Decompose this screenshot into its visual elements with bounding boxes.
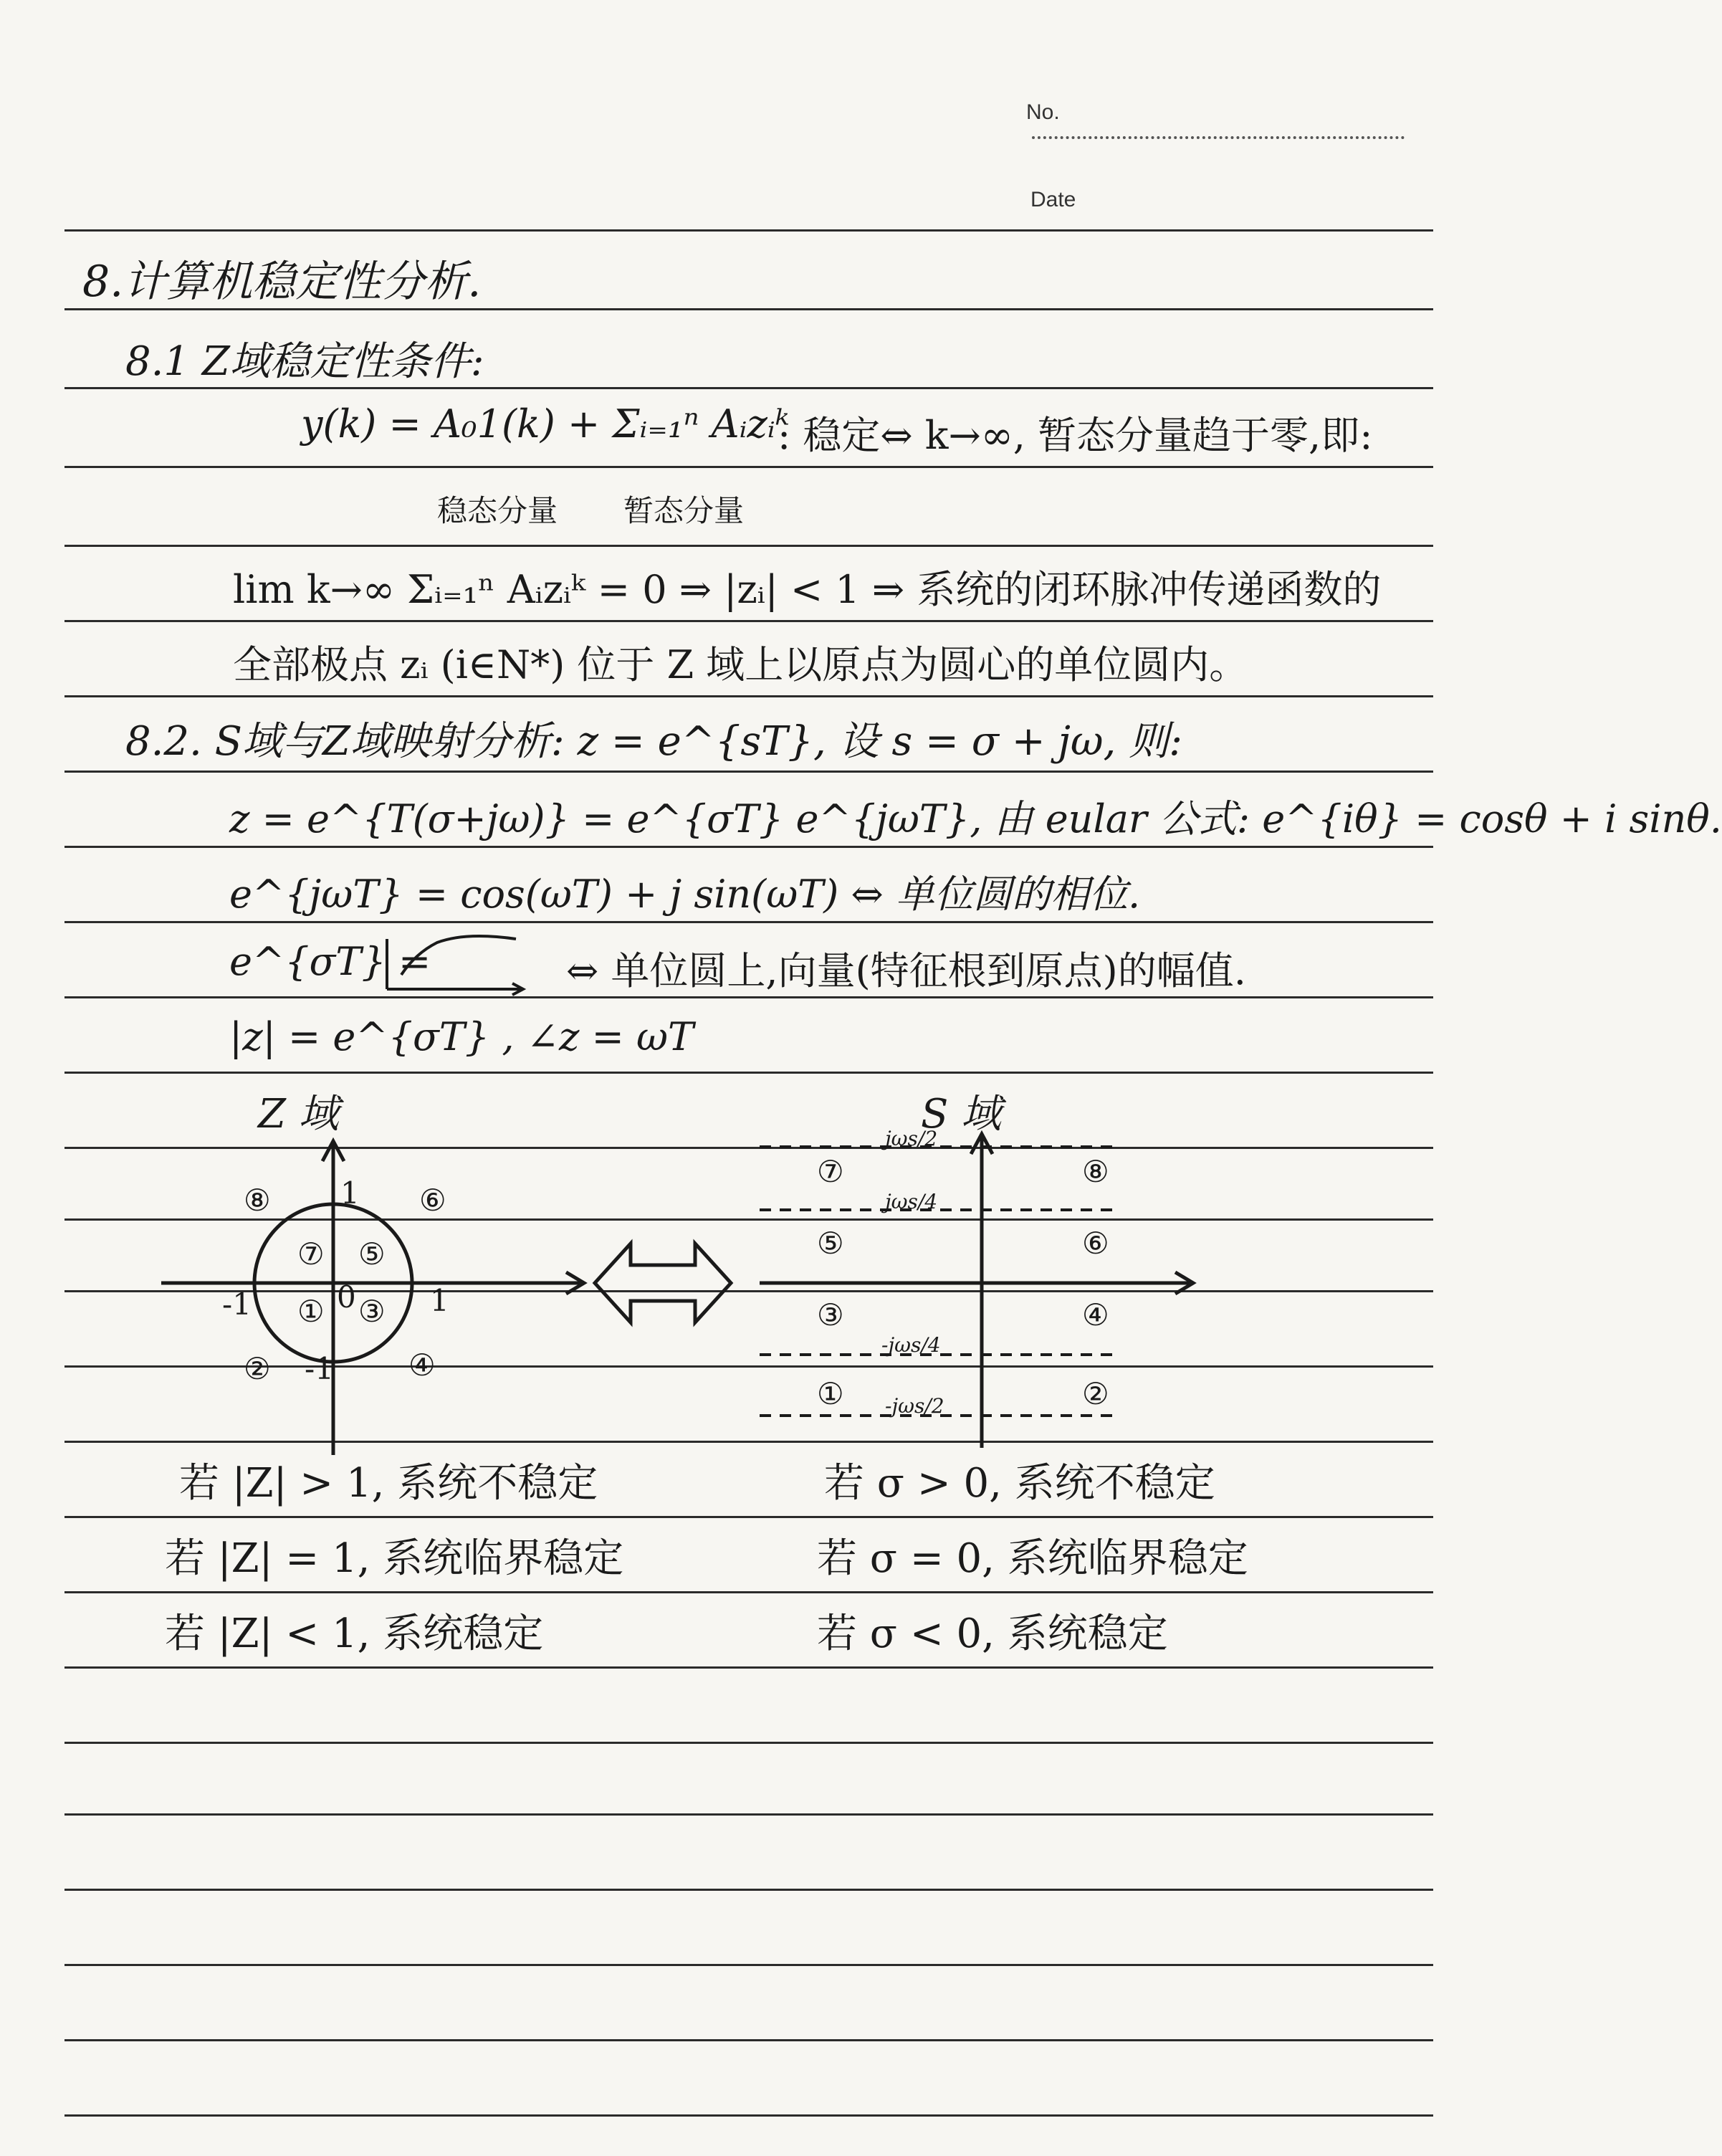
mapping-line-2: e^{jωT} = cos(ωT) + j sin(ωT) ⇔ 单位圆的相位.	[229, 872, 1141, 917]
mapping-line-3-right: ⇔ 单位圆上,向量(特征根到原点)的幅值.	[566, 948, 1246, 993]
z-condition-critical: 若 |Z| = 1, 系统临界稳定	[165, 1535, 624, 1582]
z-region-6: ⑥	[419, 1183, 446, 1218]
ruled-line	[64, 1742, 1433, 1744]
ruled-line	[64, 1964, 1433, 1966]
ruled-line	[64, 387, 1433, 389]
section-8-1-title: 8.1 Z域稳定性条件:	[125, 338, 484, 385]
z-region-3: ③	[358, 1294, 386, 1329]
s-region-8: ⑧	[1082, 1154, 1109, 1189]
z-tick-imag-neg-1: -1	[305, 1351, 334, 1386]
z-region-5: ⑤	[358, 1236, 386, 1272]
ruled-line	[64, 1889, 1433, 1891]
steady-state-label: 稳态分量	[437, 493, 558, 528]
ruled-line	[64, 229, 1433, 232]
ruled-line	[64, 846, 1433, 848]
mapping-line-1: z = e^{T(σ+jω)} = e^{σT} e^{jωT}, 由 eular 公式: e^{iθ} = cosθ + i sinθ.	[229, 796, 1722, 841]
ruled-line	[64, 921, 1433, 923]
s-mark-neg-half: -jωs/2	[885, 1394, 944, 1418]
z-origin-label: 0	[337, 1279, 356, 1315]
ruled-line	[64, 771, 1433, 773]
s-region-7: ⑦	[817, 1154, 844, 1189]
s-region-5: ⑤	[817, 1226, 844, 1261]
z-region-2: ②	[244, 1351, 271, 1386]
z-condition-unstable: 若 |Z| > 1, 系统不稳定	[179, 1460, 598, 1507]
mapping-double-arrow	[588, 1233, 738, 1333]
s-condition-unstable: 若 σ > 0, 系统不稳定	[824, 1460, 1215, 1507]
z-region-8: ⑧	[244, 1183, 271, 1218]
s-region-4: ④	[1082, 1297, 1109, 1332]
poles-statement: 全部极点 zᵢ (i∈N*) 位于 Z 域上以原点为圆心的单位圆内。	[233, 642, 1248, 687]
s-mark-pos-half: jωs/2	[885, 1127, 938, 1150]
s-plane-diagram	[745, 1125, 1204, 1455]
z-tick-real-neg-1: -1	[222, 1287, 252, 1322]
header-no-label: No.	[1026, 100, 1060, 124]
mapping-line-4: |z| = e^{σT} , ∠z = ωT	[229, 1014, 694, 1059]
z-region-7: ⑦	[297, 1236, 325, 1272]
s-region-3: ③	[817, 1297, 844, 1332]
growth-curve-sketch	[373, 932, 530, 996]
ruled-line	[64, 2039, 1433, 2041]
s-mark-pos-quarter: jωs/4	[885, 1190, 938, 1213]
ruled-line	[64, 996, 1433, 998]
ruled-line	[64, 1072, 1433, 1074]
s-condition-stable: 若 σ < 0, 系统稳定	[817, 1611, 1168, 1657]
z-region-4: ④	[408, 1348, 436, 1383]
header-no-dotted-line	[1032, 136, 1405, 139]
s-region-6: ⑥	[1082, 1226, 1109, 1261]
limit-statement: lim k→∞ Σᵢ₌₁ⁿ Aᵢzᵢᵏ = 0 ⇒ |zᵢ| < 1 ⇒ 系统的闭环脉冲传递函数的	[233, 567, 1382, 612]
ruled-line	[64, 1666, 1433, 1669]
section-8-2-title: 8.2. S域与Z域映射分析: z = e^{sT}, 设 s = σ + jω, 则:	[125, 718, 1182, 765]
ruled-line	[64, 1813, 1433, 1816]
s-region-2: ②	[1082, 1376, 1109, 1411]
z-region-1: ①	[297, 1294, 325, 1329]
ruled-line	[64, 2114, 1433, 2117]
s-region-1: ①	[817, 1376, 844, 1411]
ruled-line	[64, 620, 1433, 622]
transient-label: 暂态分量	[623, 493, 745, 528]
ruled-line	[64, 466, 1433, 468]
stability-note: : 稳定⇔ k→∞, 暂态分量趋于零,即:	[778, 413, 1373, 458]
output-equation: y(k) = A₀1(k) + Σᵢ₌₁ⁿ Aᵢzᵢᵏ	[301, 401, 790, 447]
z-tick-real-1: 1	[430, 1283, 449, 1318]
z-condition-stable: 若 |Z| < 1, 系统稳定	[165, 1611, 544, 1657]
header-date-label: Date	[1030, 188, 1076, 211]
ruled-line	[64, 1591, 1433, 1593]
s-condition-critical: 若 σ = 0, 系统临界稳定	[817, 1535, 1248, 1582]
s-domain-title: S 域	[921, 1091, 1002, 1137]
ruled-line	[64, 695, 1433, 697]
z-tick-imag-1: 1	[340, 1175, 360, 1211]
ruled-line	[64, 545, 1433, 547]
mapping-line-3-left: e^{σT} =	[229, 939, 431, 984]
s-mark-neg-quarter: -jωs/4	[881, 1333, 941, 1357]
z-domain-title: Z 域	[258, 1091, 339, 1137]
section-8-title: 8.计算机稳定性分析.	[82, 257, 482, 307]
ruled-line	[64, 1516, 1433, 1518]
